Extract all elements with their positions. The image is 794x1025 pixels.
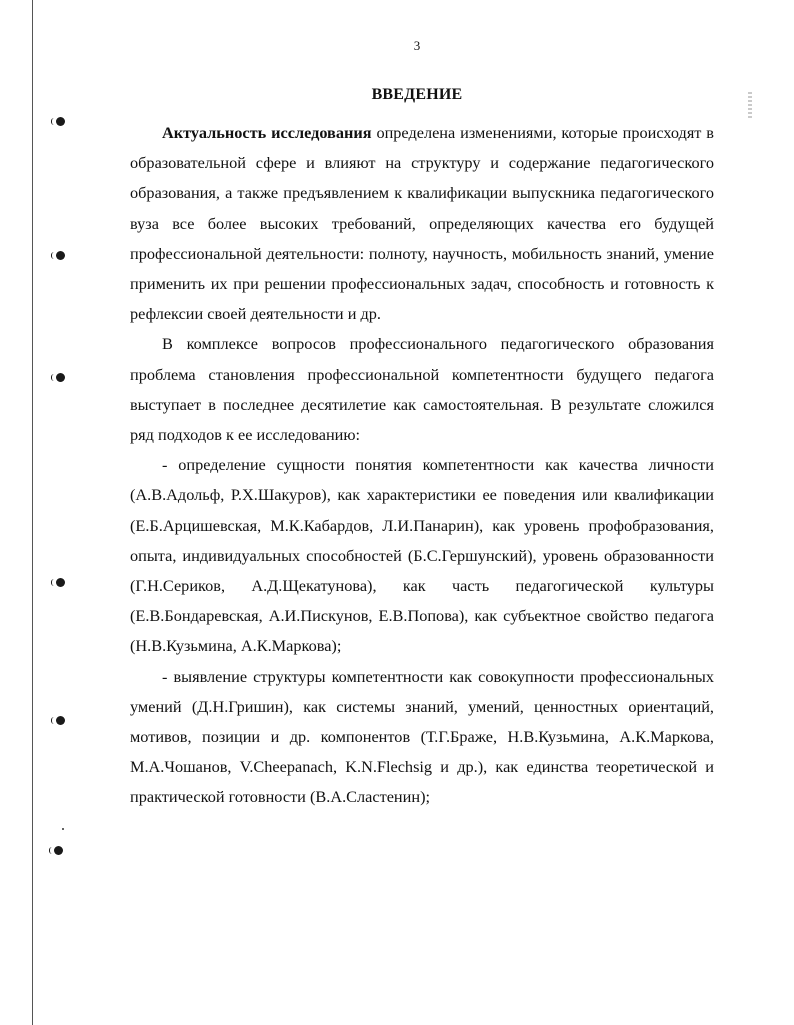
body-text	[130, 118, 714, 813]
hole-punch-mark	[56, 117, 65, 126]
scan-speck	[62, 828, 64, 830]
paragraph-essence-definition: - определение сущности понятия компетентности как качества личности (А.В.Адольф, Р.Х.Шакуров), как характеристики ее поведения или квалификации (Е.Б.Арцишевская, М.К.Кабардов, Л.И.Панарин), как уровень профобразования, опыта, индивидуальных способностей (Б.С.Гершунский), уровень образованности (Г.Н.Сериков, А.Д.Щекатунова), как часть педагогической культуры (Е.В.Бондаревская, А.И.Пискунов, Е.В.Попова), как субъектное свойство педагога (Н.В.Кузьмина, А.К.Маркова);	[130, 455, 714, 656]
hole-punch-mark	[56, 373, 65, 382]
paragraph-lead: Актуальность исследования	[162, 123, 372, 142]
paragraph-relevance	[130, 118, 714, 329]
section-heading: ВВЕДЕНИЕ	[371, 86, 463, 103]
scan-edge-line	[32, 0, 33, 1025]
hole-punch-mark	[56, 251, 65, 260]
paragraph-text: определена изменениями, которые происходят в образовательной сфере и влияют на структуру и содержание педагогического образования, а также предъявлением к квалификации выпускника педагогического вуза все более высоких требований, определяющих качества его будущей профессиональной деятельности: полноту, научность, мобильность знаний, умение применить их при решении профессиональных задач, способность и готовность к рефлексии своей деятельности и др.	[130, 123, 714, 324]
page-number: 3	[413, 38, 421, 53]
hole-punch-mark	[54, 846, 63, 855]
paragraph-structure: - выявление структуры компетентности как совокупности профессиональных умений (Д.Н.Гришин), как системы знаний, умений, ценностных ориентаций, мотивов, позиции и др. компонентов (Т.Г.Браже, Н.В.Кузьмина, А.К.Маркова, М.А.Чошанов, V.Cheepanach, K.N.Flechsig и др.), как единства теоретической и практической готовности (В.А.Сластенин);	[130, 666, 714, 807]
hole-punch-mark	[56, 716, 65, 725]
paragraph-competence-problem: В комплексе вопросов профессионального педагогического образования проблема становления профессиональной компетентности будущего педагога выступает в последнее десятилетие как самостоятельная. В результате сложился ряд подходов к ее исследованию:	[130, 334, 714, 445]
hole-punch-mark	[56, 578, 65, 587]
